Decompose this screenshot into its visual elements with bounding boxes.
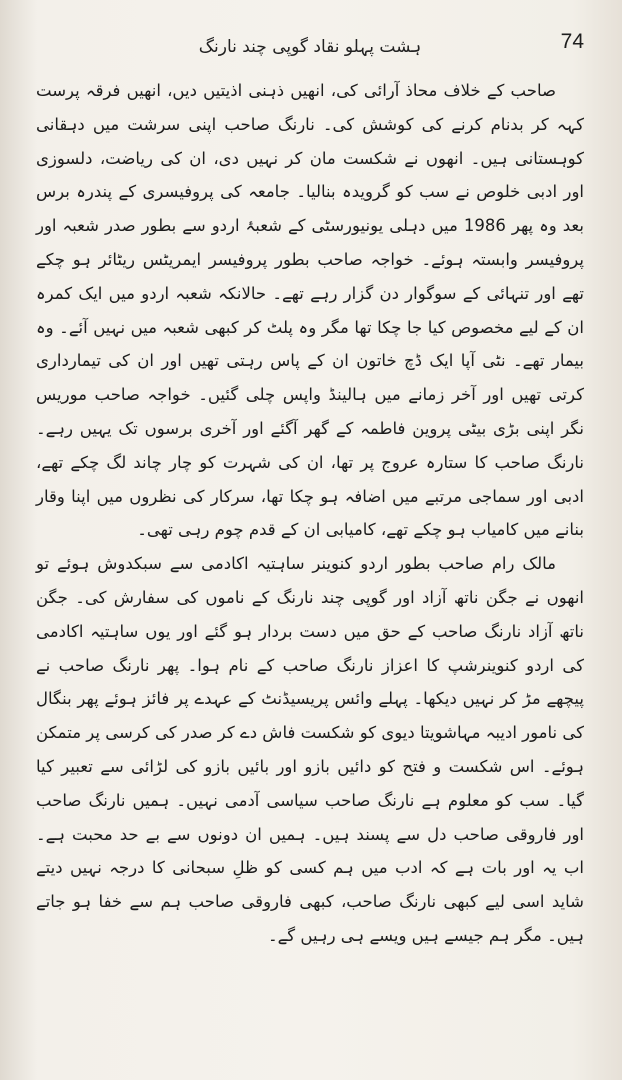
body-text [36,74,584,953]
page-header [36,30,584,74]
paragraph-1: صاحب کے خلاف محاذ آرائی کی، انھیں ذہنی اذیتیں دیں، انھیں فرقہ پرست کہہ کر بدنام کرنے کی کوشش کی۔ نارنگ صاحب اپنی سرشت میں دہقانی کوہستانی ہیں۔ انھوں نے شکست مان کر نہیں دی، ان کی ریاضت، دلسوزی اور ادبی خلوص نے سب کو گرویدہ بنالیا۔ جامعہ کی پروفیسری کے پندرہ برس بعد وہ پھر 1986 میں دہلی یونیورسٹی کے شعبۂ اردو سے بطور صدر شعبہ اور پروفیسر وابستہ ہوئے۔ خواجہ صاحب بطور پروفیسر ایمریٹس ریٹائر ہو چکے تھے اور تنہائی کے سوگوار دن گزار رہے تھے۔ حالانکہ شعبہ اردو میں ایک کمرہ ان کے لیے مخصوص کیا جا چکا تھا مگر وہ پلٹ کر کبھی شعبہ میں نہیں آئے۔ وہ بیمار تھے۔ نٹی آپا ایک ڈچ خاتون ان کے پاس رہتی تھیں اور ان کی تیمارداری کرتی تھیں اور آخر زمانے میں ہالینڈ واپس چلی گئیں۔ خواجہ صاحب موریس نگر اپنی بڑی بیٹی پروین فاطمہ کے گھر آگئے اور آخری برسوں تک یہیں رہے۔ نارنگ صاحب کا ستارہ عروج پر تھا، ان کی شہرت کو چار چاند لگ چکے تھے، ادبی اور سماجی مرتبے میں اضافہ ہو چکا تھا، سرکار کی نظروں میں اپنا وقار بنانے میں کامیاب ہو چکے تھے، کامیابی ان کے قدم چوم رہی تھی۔ [36,81,584,540]
running-title: ہشت پہلو نقاد گوپی چند نارنگ [198,37,422,57]
paragraph-2: مالک رام صاحب بطور اردو کنوینر ساہتیہ اکادمی سے سبکدوش ہوئے تو انھوں نے جگن ناتھ آزاد اور گوپی چند نارنگ کے ناموں کی سفارش کی۔ جگن ناتھ آزاد نارنگ صاحب کے حق میں دست بردار ہو گئے اور یوں ساہتیہ اکادمی کی اردو کنوینرشپ کا اعزاز نارنگ صاحب کے نام ہوا۔ پھر نارنگ صاحب نے پیچھے مڑ کر نہیں دیکھا۔ پہلے وائس پریسیڈنٹ کے عہدے پر فائز ہوئے پھر بنگال کی نامور ادیبہ مہاشویتا دیوی کو شکست فاش دے کر صدر کی کرسی پر متمکن ہوئے۔ اس شکست و فتح کو دائیں بازو اور بائیں بازو کی لڑائی سے تعبیر کیا گیا۔ سب کو معلوم ہے نارنگ صاحب سیاسی آدمی نہیں۔ ہمیں نارنگ صاحب اور فاروقی صاحب دل سے پسند ہیں۔ ہمیں ان دونوں سے بے حد محبت ہے۔ اب یہ اور بات ہے کہ ادب میں ہم کسی کو ظلِ سبحانی کا درجہ نہیں دیتے شاید اسی لیے کبھی نارنگ صاحب، کبھی فاروقی صاحب ہم سے خفا ہو جاتے ہیں۔ مگر ہم جیسے ہیں ویسے ہی رہیں گے۔ [36,554,584,945]
page-number: 74 [560,30,584,53]
